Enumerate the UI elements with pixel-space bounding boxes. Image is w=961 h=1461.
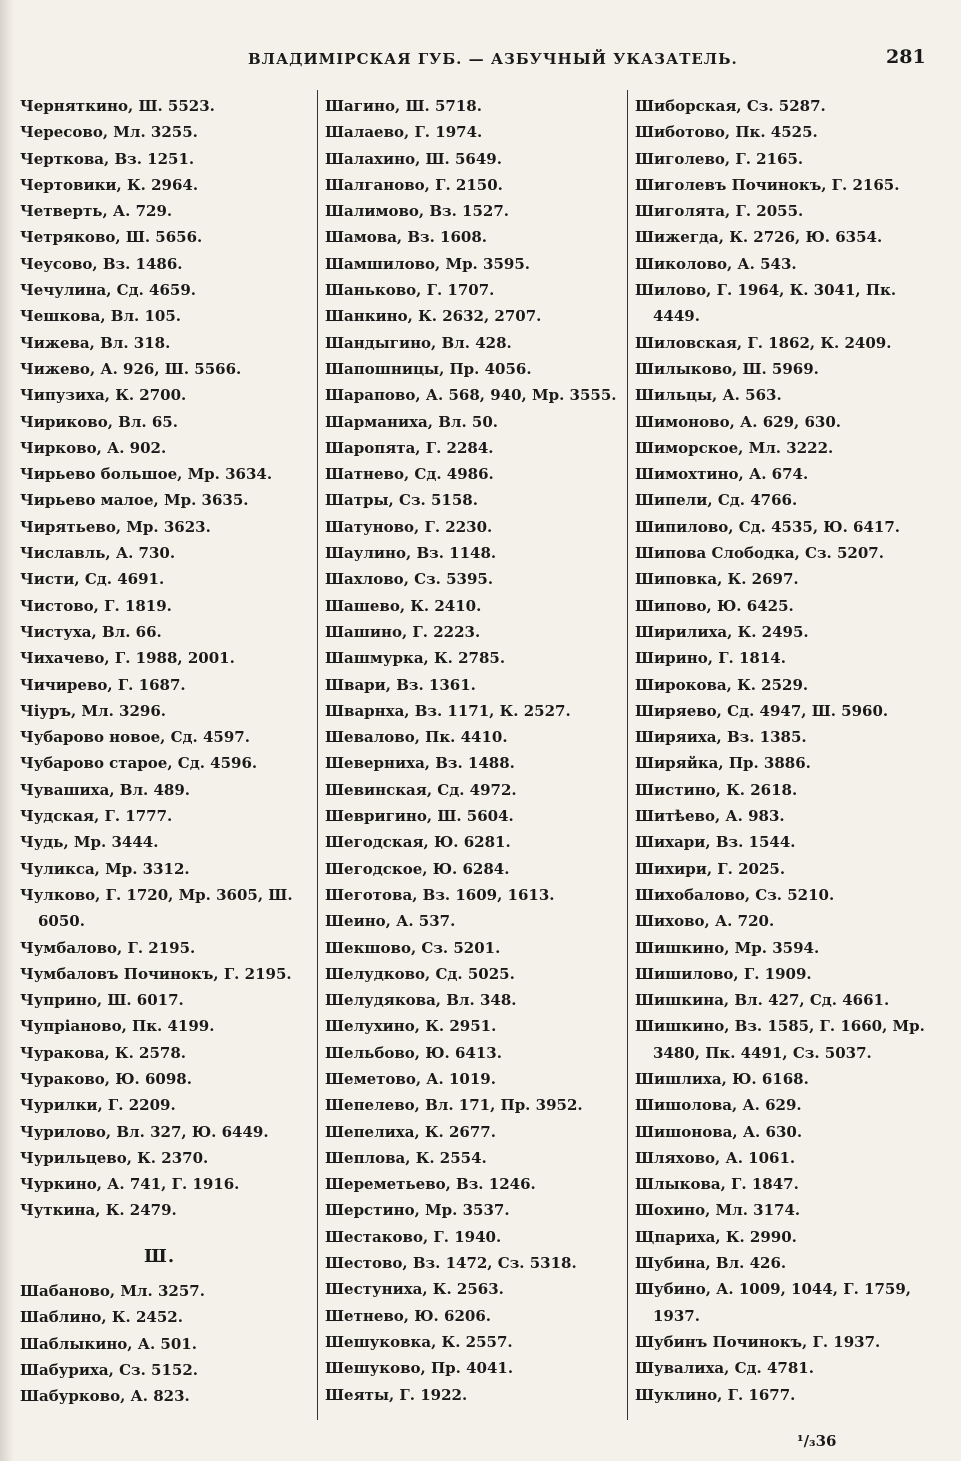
index-entry: Чешкова, Вл. 105. bbox=[20, 307, 182, 326]
index-entry: Шилово, Г. 1964, К. 3041, Пк. 4449. bbox=[635, 281, 897, 326]
index-entry: Шихобалово, Сз. 5210. bbox=[635, 885, 835, 904]
printer-signature-mark: ¹/₃36 bbox=[797, 1432, 837, 1450]
index-entry: Шильцы, А. 563. bbox=[635, 386, 782, 405]
index-entry: Шубина, Вл. 426. bbox=[635, 1254, 787, 1273]
index-entry: Шелудякова, Вл. 348. bbox=[325, 991, 517, 1010]
index-entry: Широкова, К. 2529. bbox=[635, 675, 809, 694]
index-entry: Чупріаново, Пк. 4199. bbox=[20, 1017, 215, 1036]
index-entry: Шихари, Вз. 1544. bbox=[635, 833, 796, 852]
index-entry: Шаулино, Вз. 1148. bbox=[325, 544, 497, 563]
index-entry: Шанкино, К. 2632, 2707. bbox=[325, 307, 542, 326]
index-entry: Шувалиха, Сд. 4781. bbox=[635, 1359, 814, 1378]
index-entry: Шиборская, Сз. 5287. bbox=[635, 97, 826, 115]
index-entry: Ширяево, Сд. 4947, Ш. 5960. bbox=[635, 701, 889, 720]
page-gutter-shadow bbox=[0, 0, 14, 1461]
index-entry: Шаблыкино, А. 501. bbox=[20, 1334, 197, 1353]
index-entry: Шеготова, Вз. 1609, 1613. bbox=[325, 885, 555, 904]
index-entry: Шереметьево, Вз. 1246. bbox=[325, 1175, 536, 1194]
index-entry: Шабуриха, Сз. 5152. bbox=[20, 1360, 198, 1379]
index-entry: Шиповка, К. 2697. bbox=[635, 570, 799, 589]
index-entry: Шевалово, Пк. 4410. bbox=[325, 728, 508, 747]
index-entry: Щпариха, К. 2990. bbox=[635, 1227, 797, 1246]
index-entry: Шеплова, К. 2554. bbox=[325, 1148, 487, 1167]
index-entry: Шубинъ Починокъ, Г. 1937. bbox=[635, 1332, 881, 1351]
index-entry: Шамова, Вз. 1608. bbox=[325, 228, 488, 247]
index-entry: Черткова, Вз. 1251. bbox=[20, 149, 195, 168]
index-entry: Шашево, К. 2410. bbox=[325, 596, 482, 615]
index-entry: Чижево, А. 926, Ш. 5566. bbox=[20, 359, 242, 378]
letter-section-heading: Ш. bbox=[144, 1245, 176, 1267]
index-entry: Шиколово, А. 543. bbox=[635, 254, 797, 273]
index-entry: Чумбалово, Г. 2195. bbox=[20, 938, 196, 957]
index-entry: Чурильцево, К. 2370. bbox=[20, 1148, 209, 1167]
index-entry: Шелухино, К. 2951. bbox=[325, 1017, 497, 1036]
index-entry: Шлыкова, Г. 1847. bbox=[635, 1175, 799, 1194]
index-entry: Шешуковка, К. 2557. bbox=[325, 1332, 513, 1351]
index-entry: Чичирево, Г. 1687. bbox=[20, 675, 186, 694]
index-entry: Шаблино, К. 2452. bbox=[20, 1308, 183, 1327]
index-entry: Чирково, А. 902. bbox=[20, 438, 167, 457]
index-entry: Шиголево, Г. 2165. bbox=[635, 149, 804, 168]
index-entry: Чеусово, Вз. 1486. bbox=[20, 254, 183, 273]
index-entry: Шишолова, А. 629. bbox=[635, 1096, 802, 1115]
index-entry: Шубино, А. 1009, 1044, Г. 1759, 1937. bbox=[635, 1280, 911, 1325]
index-entry: Шевинская, Сд. 4972. bbox=[325, 780, 517, 799]
index-entry: Шеяты, Г. 1922. bbox=[325, 1385, 468, 1404]
index-entry: Шатры, Сз. 5158. bbox=[325, 491, 478, 510]
index-entry: Шилыково, Ш. 5969. bbox=[635, 359, 819, 378]
column-divider bbox=[317, 90, 318, 1420]
index-entry: Шишлиха, Ю. 6168. bbox=[635, 1069, 809, 1088]
index-entry: Чуткина, К. 2479. bbox=[20, 1201, 177, 1220]
index-entry: Ширяиха, Вз. 1385. bbox=[635, 728, 807, 747]
index-entry: Ширилиха, К. 2495. bbox=[635, 622, 809, 641]
index-entry: Четверть, А. 729. bbox=[20, 202, 173, 221]
index-entry: Чисти, Сд. 4691. bbox=[20, 570, 165, 589]
index-entry: Шипели, Сд. 4766. bbox=[635, 491, 798, 510]
index-entry: Чересово, Мл. 3255. bbox=[20, 123, 198, 142]
index-entry: Шабурково, А. 823. bbox=[20, 1387, 190, 1406]
index-entry: Шепелево, Вл. 171, Пр. 3952. bbox=[325, 1096, 583, 1115]
index-entry: Чистово, Г. 1819. bbox=[20, 596, 172, 615]
index-entry: Чипузиха, К. 2700. bbox=[20, 386, 187, 405]
index-entry: Чечулина, Сд. 4659. bbox=[20, 281, 197, 300]
index-entry: Шатуново, Г. 2230. bbox=[325, 517, 493, 536]
index-entry: Чириково, Вл. 65. bbox=[20, 412, 178, 431]
index-entry: Шляхово, А. 1061. bbox=[635, 1148, 796, 1167]
index-entry: Шихово, А. 720. bbox=[635, 912, 775, 931]
index-entry: Шалимово, Вз. 1527. bbox=[325, 202, 510, 221]
index-entry: Чуприно, Ш. 6017. bbox=[20, 991, 184, 1010]
index-column-1 bbox=[20, 93, 312, 1410]
index-entry: Шарапово, А. 568, 940, Мр. 3555. bbox=[325, 386, 617, 405]
index-entry: Числавль, А. 730. bbox=[20, 544, 176, 563]
index-entry: Шетнево, Ю. 6206. bbox=[325, 1306, 491, 1325]
index-entry: Швари, Вз. 1361. bbox=[325, 675, 476, 694]
index-entry: Шатнево, Сд. 4986. bbox=[325, 465, 494, 484]
index-entry: Чуликса, Мр. 3312. bbox=[20, 859, 190, 878]
index-entry: Шалганово, Г. 2150. bbox=[325, 175, 503, 194]
index-entry: Шандыгино, Вл. 428. bbox=[325, 333, 512, 352]
index-entry: Шихири, Г. 2025. bbox=[635, 859, 786, 878]
index-entry: Шистино, К. 2618. bbox=[635, 780, 798, 799]
index-entry: Шиголята, Г. 2055. bbox=[635, 202, 804, 221]
index-entry: Шипилово, Сд. 4535, Ю. 6417. bbox=[635, 517, 900, 536]
index-entry: Шишкина, Вл. 427, Сд. 4661. bbox=[635, 991, 890, 1010]
index-entry: Ширино, Г. 1814. bbox=[635, 649, 786, 668]
index-entry: Шегодское, Ю. 6284. bbox=[325, 859, 510, 878]
column-divider bbox=[627, 90, 628, 1420]
page-header bbox=[0, 44, 961, 74]
index-entry: Шеметово, А. 1019. bbox=[325, 1069, 496, 1088]
index-entry: Шахлово, Сз. 5395. bbox=[325, 570, 494, 589]
index-entry: Шишкино, Мр. 3594. bbox=[635, 938, 820, 957]
index-entry: Шишонова, А. 630. bbox=[635, 1122, 803, 1141]
index-entry: Шимохтино, А. 674. bbox=[635, 465, 809, 484]
index-entry: Чурилово, Вл. 327, Ю. 6449. bbox=[20, 1122, 269, 1141]
page-number: 281 bbox=[886, 46, 926, 68]
index-entry: Шестуниха, К. 2563. bbox=[325, 1280, 504, 1299]
index-entry: Шепелиха, К. 2677. bbox=[325, 1122, 496, 1141]
index-entry: Шамшилово, Мр. 3595. bbox=[325, 254, 530, 273]
index-entry: Шаньково, Г. 1707. bbox=[325, 281, 495, 300]
index-entry: Шаропята, Г. 2284. bbox=[325, 438, 494, 457]
index-entry: Шварнха, Вз. 1171, К. 2527. bbox=[325, 701, 571, 720]
index-entry: Шельбово, Ю. 6413. bbox=[325, 1043, 502, 1062]
index-entry: Шагино, Ш. 5718. bbox=[325, 97, 482, 115]
index-entry: Четряково, Ш. 5656. bbox=[20, 228, 203, 247]
index-entry: Чудь, Мр. 3444. bbox=[20, 833, 159, 852]
index-entry: Шегодская, Ю. 6281. bbox=[325, 833, 511, 852]
index-entry: Шабаново, Мл. 3257. bbox=[20, 1282, 205, 1301]
index-entry: Чирьево большое, Мр. 3634. bbox=[20, 465, 273, 484]
index-entry: Чуркино, А. 741, Г. 1916. bbox=[20, 1175, 240, 1194]
index-entry: Чулково, Г. 1720, Мр. 3605, Ш. 6050. bbox=[20, 885, 293, 931]
index-entry: Чертовики, К. 2964. bbox=[20, 175, 199, 194]
index-entry: Чурилки, Г. 2209. bbox=[20, 1096, 176, 1115]
index-entry: Шевригино, Ш. 5604. bbox=[325, 807, 514, 826]
index-entry: Чистуха, Вл. 66. bbox=[20, 622, 162, 641]
index-entry: Чихачево, Г. 1988, 2001. bbox=[20, 649, 235, 668]
index-entry: Чураково, Ю. 6098. bbox=[20, 1069, 192, 1088]
index-entry: Чирьево малое, Мр. 3635. bbox=[20, 491, 249, 510]
index-entry: Чувашиха, Вл. 489. bbox=[20, 780, 191, 799]
index-entry: Шапошницы, Пр. 4056. bbox=[325, 359, 532, 378]
index-entry: Шишилово, Г. 1909. bbox=[635, 964, 812, 983]
index-entry: Чубарово новое, Сд. 4597. bbox=[20, 728, 250, 747]
index-entry: Шипово, Ю. 6425. bbox=[635, 596, 794, 615]
index-entry: Шохино, Мл. 3174. bbox=[635, 1201, 801, 1220]
index-column-2 bbox=[325, 93, 625, 1408]
index-entry: Чижева, Вл. 318. bbox=[20, 333, 171, 352]
index-entry: Шестово, Вз. 1472, Сз. 5318. bbox=[325, 1254, 577, 1273]
index-entry: Шиголевъ Починокъ, Г. 2165. bbox=[635, 175, 900, 194]
index-entry: Чирятьево, Мр. 3623. bbox=[20, 517, 211, 536]
index-entry: Шеино, А. 537. bbox=[325, 912, 456, 931]
index-entry: Шимоново, А. 629, 630. bbox=[635, 412, 841, 431]
index-entry: Шипова Слободка, Сз. 5207. bbox=[635, 544, 884, 563]
index-entry: Шашино, Г. 2223. bbox=[325, 622, 481, 641]
index-entry: Шишкино, Вз. 1585, Г. 1660, Мр. 3480, Пк. 4491, Сз. 5037. bbox=[635, 1017, 925, 1062]
index-entry: Шешуково, Пр. 4041. bbox=[325, 1359, 514, 1378]
index-entry: Шекшово, Сз. 5201. bbox=[325, 938, 501, 957]
index-entry: Чумбаловъ Починокъ, Г. 2195. bbox=[20, 964, 292, 983]
index-entry: Шуклино, Г. 1677. bbox=[635, 1385, 796, 1404]
index-entry: Шалахино, Ш. 5649. bbox=[325, 149, 502, 168]
index-entry: Чубарово старое, Сд. 4596. bbox=[20, 754, 258, 773]
index-entry: Шитѣево, А. 983. bbox=[635, 807, 785, 826]
index-entry: Чіуръ, Мл. 3296. bbox=[20, 701, 167, 720]
index-entry: Чуракова, К. 2578. bbox=[20, 1043, 186, 1062]
index-entry: Шестаково, Г. 1940. bbox=[325, 1227, 502, 1246]
index-entry: Ширяйка, Пр. 3886. bbox=[635, 754, 811, 773]
index-entry: Шелудково, Сд. 5025. bbox=[325, 964, 515, 983]
index-entry: Шерстино, Мр. 3537. bbox=[325, 1201, 510, 1220]
index-entry: Шеверниха, Вз. 1488. bbox=[325, 754, 515, 773]
index-entry: Шиботово, Пк. 4525. bbox=[635, 123, 818, 142]
index-entry: Шиловская, Г. 1862, К. 2409. bbox=[635, 333, 892, 352]
index-entry: Чудская, Г. 1777. bbox=[20, 807, 173, 826]
index-entry: Шашмурка, К. 2785. bbox=[325, 649, 506, 668]
index-entry: Шалаево, Г. 1974. bbox=[325, 123, 483, 142]
index-entry: Черняткино, Ш. 5523. bbox=[20, 97, 215, 115]
index-entry: Шарманиха, Вл. 50. bbox=[325, 412, 498, 431]
index-entry: Шиморское, Мл. 3222. bbox=[635, 438, 834, 457]
index-entry: Шижегда, К. 2726, Ю. 6354. bbox=[635, 228, 883, 247]
running-title: ВЛАДИМІРСКАЯ ГУБ. — АЗБУЧНЫЙ УКАЗАТЕЛЬ. bbox=[248, 50, 738, 68]
index-column-3 bbox=[635, 93, 945, 1408]
